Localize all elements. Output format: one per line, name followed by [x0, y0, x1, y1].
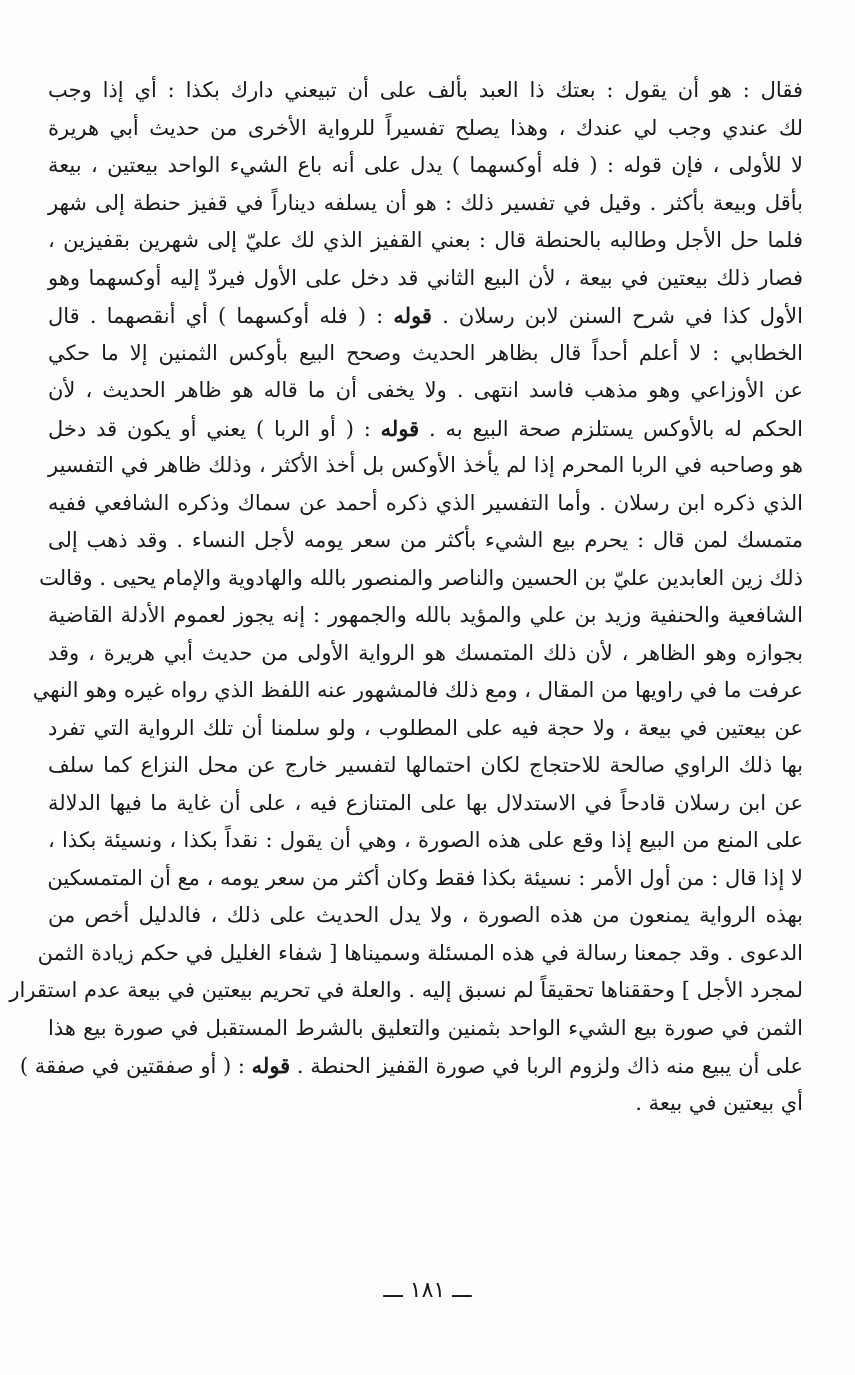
text-run: هو وصاحبه في الربا المحرم إذا لم يأخذ الأوكس بل أخذ الأكثر ، وذلك ظاهر في التفسير — [48, 453, 803, 477]
text-line — [48, 147, 803, 185]
text-run: الخطابي : لا أعلم أحداً قال بظاهر الحديث وصحح البيع بأوكس الثمنين إلا ما حكي — [48, 340, 803, 365]
text-line — [48, 222, 803, 260]
text-run: الذي ذكره ابن رسلان . وأما التفسير الذي ذكره أحمد عن سماك وذكره الشافعي ففيه — [48, 490, 803, 515]
text-line — [48, 897, 803, 935]
text-line — [48, 785, 803, 823]
text-line — [32, 672, 803, 710]
text-run: فقال : هو أن يقول : بعتك ذا العبد بألف على أن تبيعني دارك بكذا : أي إذا وجب — [48, 78, 803, 102]
text-run: الدعوى . وقد جمعنا رسالة في هذه المسئلة وسميناها [ شفاء الغليل في حكم زيادة الثمن — [37, 940, 803, 965]
text-run: : ( أو الربا ) يعني أو يكون قد دخل — [48, 416, 381, 441]
text-line — [48, 860, 803, 898]
lead-word: قوله — [380, 415, 420, 441]
text-run: متمسك لمن قال : يحرم بيع الشيء بأكثر من سعر يومه لأجل النساء . وقد ذهب إلى — [48, 528, 803, 552]
text-run: بأقل وبيعة بأكثر . وقيل في تفسير ذلك : هو أن يسلفه ديناراً في قفيز حنطة إلى شهر — [48, 190, 803, 215]
text-run: فلما حل الأجل وطالبه بالحنطة قال : بعني القفيز الذي لك عليّ إلى شهرين بقفيزين ، — [48, 228, 803, 252]
body-text — [9, 72, 803, 1122]
lead-word: قوله — [251, 1053, 291, 1078]
text-line — [48, 747, 803, 785]
text-run: الثمن في صورة بيع الشيء الواحد بثمنين والتعليق بالشرط المستقبل في صورة بيع هذا — [48, 1015, 803, 1040]
text-run: عن ابن رسلان قادحاً في الاستدلال بها على المتنازع فيه ، على أن غاية ما فيها الدلالة — [48, 790, 803, 815]
text-line — [48, 372, 803, 410]
text-line — [48, 485, 803, 523]
text-run: الأول كذا في شرح السنن لابن رسلان . — [431, 304, 803, 328]
text-line — [48, 260, 803, 298]
text-line — [37, 935, 803, 973]
text-run: الحكم له بالأوكس يستلزم صحة البيع به . — [419, 416, 803, 441]
page-number: ـــ ١٨١ ـــ — [383, 1278, 472, 1303]
text-line — [39, 560, 803, 598]
text-line — [48, 335, 803, 373]
text-run: لمجرد الأجل ] وحققناها تحقيقاً لم نسبق إليه . والعلة في تحريم بيعتين في بيعة عدم استقرار — [9, 978, 803, 1002]
text-run: ذلك زين العابدين عليّ بن الحسين والناصر والمنصور بالله والهادوية والإمام يحيى . وقالت — [39, 565, 803, 590]
text-run: لا للأولى ، فإن قوله : ( فله أوكسهما ) يدل على أنه باع الشيء الواحد بيعتين ، بيعة — [48, 153, 803, 177]
text-run: : ( أو صفقتين في صفقة ) — [19, 1054, 252, 1078]
text-run: بها ذلك الراوي صالحة للاحتجاج لكان احتمالها لتفسير خارج عن محل النزاع كما سلف — [48, 753, 803, 777]
text-run: بهذه الرواية يمنعون من هذه الصورة ، ولا يدل الحديث على ذلك ، فالدليل أخص من — [48, 903, 803, 927]
text-line — [48, 822, 803, 860]
text-run: لك عندي وجب لي عندك ، وهذا يصلح تفسيراً للرواية الأخرى من حديث أبي هريرة — [48, 115, 803, 140]
text-run: على أن يبيع منه ذاك ولزوم الربا في صورة القفيز الحنطة . — [290, 1054, 803, 1078]
text-run: لا إذا قال : من أول الأمر : نسيئة بكذا فقط وكان أكثر من سعر يومه ، مع أن المتمسكين — [47, 865, 803, 890]
text-line — [48, 410, 803, 448]
text-line — [48, 72, 803, 110]
text-run: عن الأوزاعي وهو مذهب فاسد انتهى . ولا يخفى أن ما قاله هو ظاهر الحديث ، لأن — [48, 378, 803, 402]
text-line — [48, 1085, 803, 1123]
lead-word: قوله — [393, 303, 432, 328]
text-line — [48, 297, 803, 335]
text-line — [48, 522, 803, 560]
text-run: أي بيعتين في بيعة . — [635, 1090, 803, 1115]
text-line — [48, 710, 803, 748]
text-line — [48, 110, 803, 148]
text-line — [48, 1010, 803, 1048]
text-run: على المنع من البيع إذا وقع على هذه الصورة ، وهي أن يقول : نقداً بكذا ، ونسيئة بكذا ، — [48, 828, 803, 852]
text-line — [9, 972, 803, 1010]
text-line — [48, 447, 803, 485]
text-run: فصار ذلك بيعتين في بيعة ، لأن البيع الثاني قد دخل على الأول فيردّ إليه أوكسهما وهو — [48, 265, 803, 290]
text-line — [48, 185, 803, 223]
text-run: عن بيعتين في بيعة ، ولا حجة فيه على المطلوب ، ولو سلمنا أن تلك الرواية التي تفرد — [48, 715, 803, 740]
text-run: : ( فله أوكسهما ) أي أنقصهما . قال — [48, 304, 394, 328]
text-run: عرفت ما في راويها من المقال ، ومع ذلك فالمشهور عنه اللفظ الذي رواه غيره وهو النهي — [32, 678, 803, 702]
text-run: بجوازه وهو الظاهر ، لأن ذلك المتمسك هو الرواية الأولى من حديث أبي هريرة ، وقد — [48, 640, 803, 665]
text-run: الشافعية والحنفية وزيد بن علي والمؤيد بالله والجمهور : إنه يجوز لعموم الأدلة القاضية — [48, 603, 803, 627]
text-line — [48, 597, 803, 635]
text-line — [48, 635, 803, 673]
text-line — [19, 1047, 803, 1085]
